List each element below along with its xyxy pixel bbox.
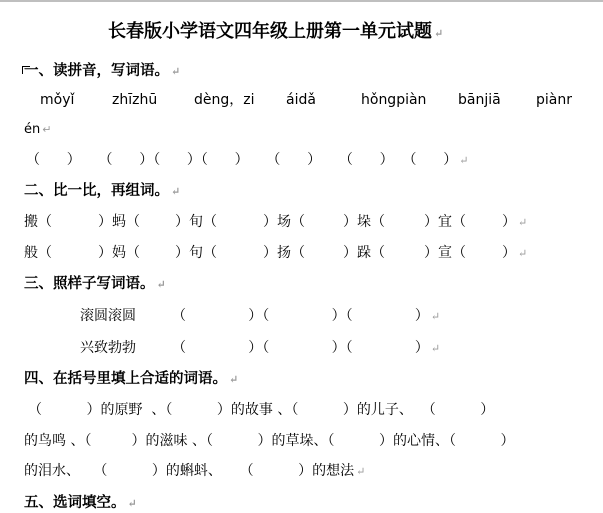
paragraph-mark-icon: ↵ — [171, 65, 181, 78]
section-3-heading — [24, 275, 166, 294]
paragraph-mark-icon: ↵ — [518, 247, 528, 260]
fill-row-3-text: 的泪水、 （ ）的蝌蚪、 （ ）的想法 — [24, 463, 355, 479]
page-title — [108, 20, 443, 46]
example-2-blanks-text: （ ）（ ）（ ） — [172, 340, 429, 356]
compare-1-3: ）旬（ — [175, 214, 217, 230]
pinyin-4: áidǎ — [286, 92, 316, 108]
fill-row-2: 的鸟鸣 、（ ）的滋味 、（ ）的草垛、（ ）的心情、（ ） — [24, 433, 515, 449]
paragraph-mark-icon: ↵ — [171, 185, 181, 198]
title-text: 长春版小学语文四年级上册第一单元试题 — [108, 21, 432, 42]
pinyin-wrap-text: én — [24, 122, 41, 137]
example-1: 滚圆滚圆 — [80, 308, 136, 324]
example-2: 兴致勃勃 — [80, 340, 136, 356]
compare-1-7 — [502, 213, 527, 232]
compare-2-5: ）跺（ — [343, 245, 385, 261]
compare-2-1: 般（ — [24, 245, 52, 261]
compare-1-4: ）场（ — [263, 214, 305, 230]
pinyin-2: zhīzhū — [112, 92, 158, 108]
compare-2-6: ）宣（ — [424, 245, 466, 261]
answer-row — [26, 151, 468, 170]
pinyin-1: mǒyǐ — [40, 92, 75, 108]
section-5-text: 五、选词填空。 — [24, 494, 126, 511]
compare-1-7-text: ） — [502, 214, 516, 230]
pinyin-3: dèng，zi — [194, 92, 255, 108]
pinyin-6: bānjiā — [458, 92, 501, 108]
section-5-heading — [24, 494, 137, 513]
section-1-text: 一、读拼音，写词语。 — [24, 62, 169, 79]
compare-2-7-text: ） — [502, 245, 516, 261]
pinyin-7: piànr — [536, 92, 572, 108]
section-2-text: 二、比一比，再组词。 — [24, 182, 169, 199]
compare-2-3: ）句（ — [175, 245, 217, 261]
section-2-heading — [24, 182, 180, 201]
compare-2-7 — [502, 244, 527, 263]
compare-1-2: ）蚂（ — [98, 214, 140, 230]
paragraph-mark-icon: ↵ — [42, 123, 52, 136]
section-3-text: 三、照样子写词语。 — [24, 275, 155, 292]
paragraph-mark-icon: ↵ — [459, 154, 469, 167]
compare-2-2: ）妈（ — [98, 245, 140, 261]
example-1-blanks — [172, 307, 440, 326]
compare-1-5: ）垛（ — [343, 214, 385, 230]
paragraph-mark-icon: ↵ — [229, 373, 239, 386]
answer-row-text: （ ） （ ）（ ）（ ） （ ） （ ） （ ） — [26, 152, 458, 168]
section-1-heading — [24, 62, 180, 81]
example-1-blanks-text: （ ）（ ）（ ） — [172, 308, 429, 324]
fill-row-1: （ ）的原野 、（ ）的故事 、（ ）的儿子、 （ ） — [28, 402, 495, 418]
selection-bar — [0, 0, 603, 2]
section-4-text: 四、在括号里填上合适的词语。 — [24, 370, 227, 387]
paragraph-mark-icon: ↵ — [430, 342, 441, 355]
pinyin-5: hǒngpiàn — [361, 92, 427, 108]
fill-row-3 — [24, 462, 365, 481]
paragraph-mark-icon: ↵ — [434, 27, 444, 40]
paragraph-mark-icon: ↵ — [518, 216, 528, 229]
pinyin-wrap — [24, 121, 51, 139]
compare-1-6: ）宜（ — [424, 214, 466, 230]
paragraph-mark-icon: ↵ — [156, 278, 166, 291]
paragraph-mark-icon: ↵ — [356, 465, 366, 478]
section-4-heading — [24, 370, 238, 389]
paragraph-mark-icon: ↵ — [127, 497, 137, 510]
compare-2-4: ）扬（ — [263, 245, 305, 261]
example-2-blanks — [172, 339, 440, 358]
paragraph-mark-icon: ↵ — [430, 310, 441, 323]
compare-1-1: 搬（ — [24, 214, 52, 230]
